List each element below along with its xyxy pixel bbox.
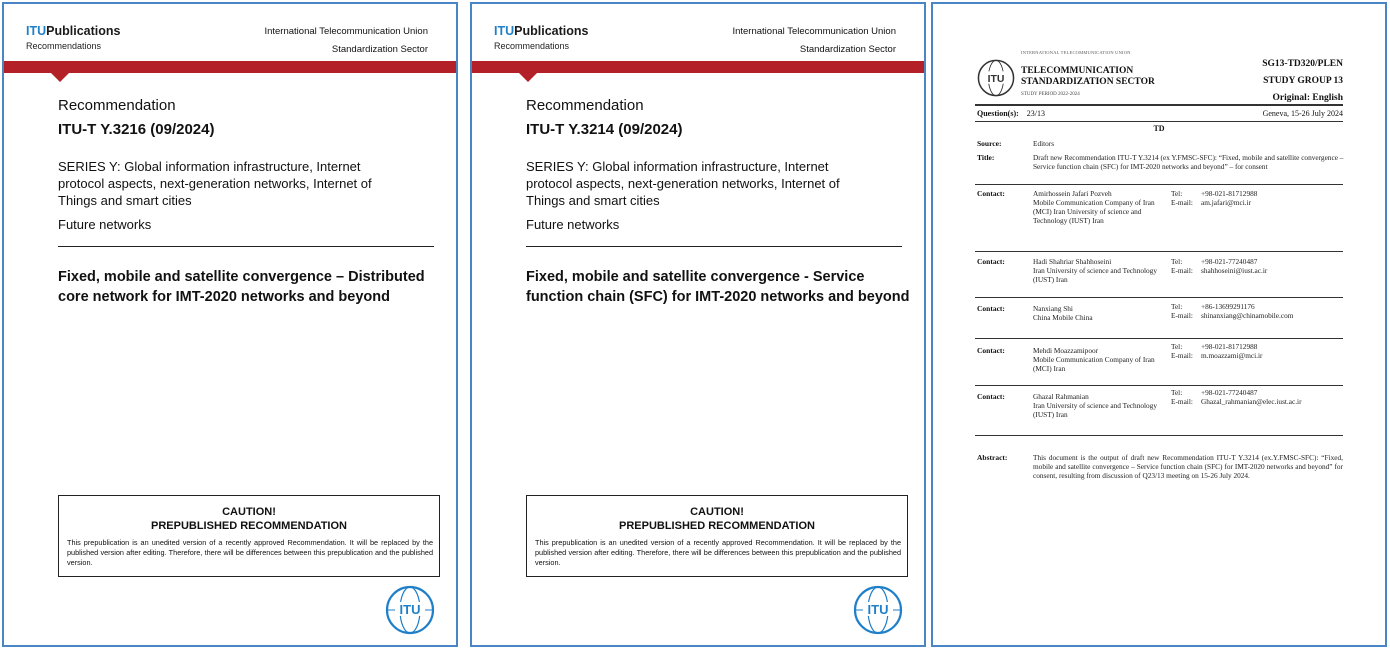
- td-divider: [975, 297, 1343, 298]
- td-type: TD: [1153, 124, 1165, 133]
- td-contact-tel-values: +98-021-77240487 shahhoseini@iust.ac.ir: [1201, 257, 1268, 275]
- svg-text:ITU: ITU: [987, 73, 1005, 85]
- cover-page-y3216: [2, 2, 458, 647]
- td-contact-name: Nanxiang Shi China Mobile China: [1033, 304, 1093, 322]
- banner-notch: [519, 73, 537, 82]
- itu-logo-icon: [853, 585, 903, 635]
- td-divider: [975, 104, 1343, 106]
- td-contact-tel-labels: Tel: E-mail:: [1171, 302, 1193, 320]
- td-union-line: INTERNATIONAL TELECOMMUNICATION UNION: [1021, 50, 1131, 55]
- td-location: Geneva, 15-26 July 2024: [1262, 109, 1343, 118]
- caution-subtitle: PREPUBLISHED RECOMMENDATION: [619, 520, 815, 532]
- td-contact-label: Contact:: [977, 346, 1005, 355]
- divider: [58, 246, 434, 247]
- td-contact-name: Amirhossein Jafari Pozveh Mobile Communication Company of Iran (MCI) Iran University of science and Technology (IUST) Iran: [1033, 189, 1155, 225]
- caution-title: CAUTION!: [222, 506, 276, 518]
- td-contact-tel-labels: Tel: E-mail:: [1171, 257, 1193, 275]
- td-contact-tel-values: +98-021-81712988 m.moazzami@mci.ir: [1201, 342, 1263, 360]
- series-text: SERIES Y: Global information infrastructure, Internet protocol aspects, next-generation networks, Internet of Things and smart cities: [526, 159, 840, 208]
- caution-title: CAUTION!: [690, 506, 744, 518]
- td-contact-tel-values: +98-021-81712988 am.jafari@mci.ir: [1201, 189, 1258, 207]
- brand-subtitle: Recommendations: [494, 41, 570, 51]
- td-doc-header: [1262, 56, 1343, 107]
- brand-subtitle: Recommendations: [26, 41, 102, 51]
- recommendation-title: Fixed, mobile and satellite convergence - Service function chain (SFC) for IMT-2020 networks and beyond: [526, 269, 910, 305]
- caution-text: This prepublication is an unedited version of a recently approved Recommendation. It will be replaced by the published version after editing. Therefore, there will be differences between this prepublication and the published version.: [535, 538, 901, 567]
- itu-publications-brand: ITUPublications: [494, 24, 589, 38]
- future-networks-label: Future networks: [58, 217, 152, 232]
- td-source-value: Editors: [1033, 139, 1055, 148]
- cover-page-y3214: [470, 2, 926, 647]
- td-contact-name: Mehdi Moazzamipoor Mobile Communication Company of Iran (MCI) Iran: [1033, 346, 1155, 373]
- td-sector-name: TELECOMMUNICATION STANDARDIZATION SECTOR: [1021, 66, 1155, 87]
- red-banner: [4, 61, 456, 73]
- itu-publications-brand: ITUPublications: [26, 24, 121, 38]
- recommendation-number: ITU-T Y.3214 (09/2024): [526, 121, 683, 138]
- td-title-value: Draft new Recommendation ITU-T Y.3214 (ex Y.FMSC-SFC): “Fixed, mobile and satellite convergence – Service function chain (SFC) for IMT-2020 networks and beyond” – for consent: [1033, 153, 1344, 171]
- td-contact-tel-labels: Tel: E-mail:: [1171, 388, 1193, 406]
- td-abstract-value: This document is the output of draft new Recommendation ITU-T Y.3214 (ex.Y.FMSC-SFC): “Fixed, mobile and satellite convergence – Service function chain (SFC) for IMT-2020 networks and beyond” for consent, resulting from discussion of Q23/13 meeting on 15-26 July 2024.: [1033, 453, 1343, 480]
- series-text: SERIES Y: Global information infrastructure, Internet protocol aspects, next-generation networks, Internet of Things and smart cities: [58, 159, 372, 208]
- future-networks-label: Future networks: [526, 217, 620, 232]
- td-abstract-label: Abstract:: [977, 453, 1008, 462]
- caution-box: [526, 495, 908, 577]
- td-study-period: STUDY PERIOD 2022-2024: [1021, 92, 1080, 97]
- svg-text:ITU: ITU: [867, 602, 889, 617]
- svg-text:ITU: ITU: [399, 602, 421, 617]
- td-divider: [975, 435, 1343, 436]
- td-title-label: Title:: [977, 153, 995, 162]
- banner-notch: [51, 73, 69, 82]
- divider: [526, 246, 902, 247]
- itu-logo-icon: [977, 59, 1015, 97]
- td-contact-tel-values: +86-13699291176 shinanxiang@chinamobile.com: [1201, 302, 1294, 320]
- td-contact-label: Contact:: [977, 189, 1005, 198]
- td-contact-label: Contact:: [977, 392, 1005, 401]
- td-doc-id: SG13-TD320/PLEN: [1262, 59, 1343, 69]
- td-contact-label: Contact:: [977, 257, 1005, 266]
- recommendation-title: Fixed, mobile and satellite convergence – Distributed core network for IMT-2020 networks and beyond: [58, 269, 425, 305]
- org-name: International Telecommunication Union Standardization Sector: [732, 26, 896, 55]
- recommendation-label: Recommendation: [526, 97, 644, 114]
- td-contact-name: Ghazal Rahmanian Iran University of science and Technology (IUST) Iran: [1033, 392, 1157, 419]
- itu-logo-icon: [385, 585, 435, 635]
- td-contact-tel-labels: Tel: E-mail:: [1171, 189, 1193, 207]
- caution-subtitle: PREPUBLISHED RECOMMENDATION: [151, 520, 347, 532]
- recommendation-number: ITU-T Y.3216 (09/2024): [58, 121, 215, 138]
- td-divider: [975, 121, 1343, 122]
- td-divider: [975, 338, 1343, 339]
- td-source-label: Source:: [977, 139, 1002, 148]
- recommendation-label: Recommendation: [58, 97, 176, 114]
- red-banner: [472, 61, 924, 73]
- td-contact-label: Contact:: [977, 304, 1005, 313]
- td-study-group: STUDY GROUP 13: [1263, 76, 1343, 86]
- td-contact-name: Hadi Shahriar Shahhoseini Iran University of science and Technology (IUST) Iran: [1033, 257, 1157, 284]
- td-question: Question(s): 23/13: [977, 109, 1046, 118]
- caution-text: This prepublication is an unedited version of a recently approved Recommendation. It will be replaced by the published version after editing. Therefore, there will be differences between this prepublication and the published version.: [67, 538, 433, 567]
- caution-box: [58, 495, 440, 577]
- td-divider: [975, 251, 1343, 252]
- org-name: International Telecommunication Union Standardization Sector: [264, 26, 428, 55]
- td-contact-tel-values: +98-021-77240487 Ghazal_rahmanian@elec.iust.ac.ir: [1201, 388, 1302, 406]
- td-divider: [975, 385, 1343, 386]
- td-document-page: [931, 2, 1387, 647]
- td-original: Original: English: [1272, 93, 1343, 103]
- td-divider: [975, 184, 1343, 185]
- td-contact-tel-labels: Tel: E-mail:: [1171, 342, 1193, 360]
